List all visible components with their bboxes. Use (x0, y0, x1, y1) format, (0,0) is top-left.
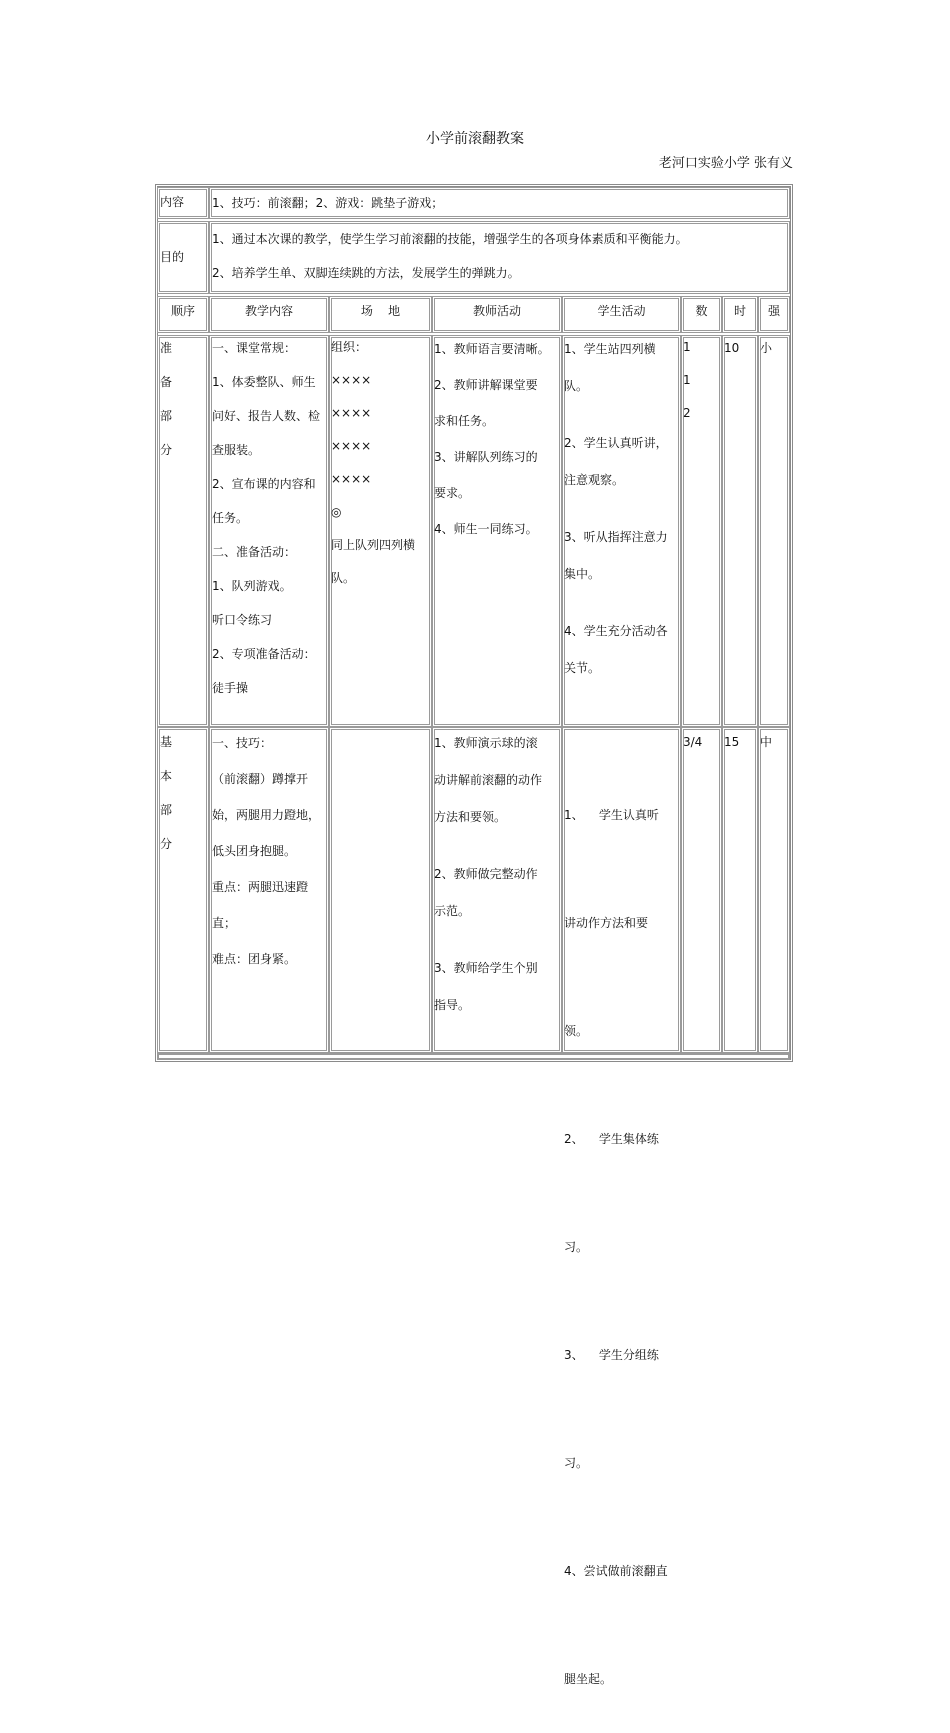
basic-count: 3/4 (683, 735, 703, 749)
basic-teacher-line: 指导。 (434, 998, 471, 1012)
basic-teacher-line: 动讲解前滚翻的动作 (434, 773, 543, 787)
prep-student-line: 关节。 (564, 661, 601, 675)
prep-content-line: 2、宣布课的内容和 (212, 477, 316, 491)
basic-student-line: 4、尝试做前滚翻直 (564, 1564, 668, 1578)
prep-teacher-line: 求和任务。 (434, 414, 495, 428)
spacer (434, 836, 542, 856)
prep-order-char: 分 (160, 443, 173, 457)
prep-content-line: 1、体委整队、师生 (212, 375, 316, 389)
author-line: 老河口实验小学 张有义 (658, 156, 793, 171)
basic-content-line: （前滚翻）蹲撑开 (212, 772, 309, 786)
spacer (564, 593, 668, 613)
basic-teacher-line: 1、教师演示球的滚 (434, 736, 538, 750)
prep-count-digit: 2 (683, 406, 691, 420)
basic-order-char: 分 (160, 837, 173, 851)
prep-order-char: 部 (160, 409, 173, 423)
basic-student-line: 习。 (564, 1456, 589, 1470)
basic-teacher-line: 3、教师给学生个别 (434, 961, 538, 975)
formation-row: ×××× (331, 472, 372, 486)
spacer (434, 930, 542, 950)
prep-order-char: 备 (160, 375, 173, 389)
prep-intensity: 小 (760, 341, 773, 355)
prep-student-line: 2、学生认真听讲， (564, 436, 668, 450)
prep-count-digit: 1 (683, 373, 691, 387)
prep-content-line: 徒手操 (212, 681, 249, 695)
prep-order (160, 331, 172, 467)
basic-student-line: 领。 (564, 1024, 589, 1038)
document-title: 小学前滚翻教案 (426, 131, 524, 147)
basic-teacher (434, 725, 542, 1024)
prep-student-line: 4、学生充分活动各 (564, 624, 668, 638)
prep-student-line: 注意观察。 (564, 473, 625, 487)
basic-content-line: 一、技巧： (212, 736, 273, 750)
prep-content-line: 听口令练习 (212, 613, 273, 627)
basic-count-cell (681, 727, 722, 1053)
prep-content-line: 一、课堂常规： (212, 341, 297, 355)
spacer (564, 405, 668, 425)
header-student: 学生活动 (597, 304, 646, 318)
prep-teacher-line: 1、教师语言要清晰。 (434, 342, 550, 356)
prep-teacher (434, 331, 550, 547)
prep-count (683, 331, 691, 430)
basic-content (212, 725, 320, 977)
basic-student (564, 725, 668, 1733)
prep-content-line: 1、队列游戏。 (212, 579, 292, 593)
spacer (564, 499, 668, 519)
prep-venue-line: 队。 (331, 571, 356, 585)
basic-order (160, 725, 172, 861)
formation-row: ×××× (331, 373, 372, 387)
basic-time: 15 (724, 735, 740, 749)
prep-venue-line: 同上队列四列横 (331, 538, 416, 552)
prep-content-line: 查服装。 (212, 443, 261, 457)
basic-teacher-line: 2、教师做完整动作 (434, 867, 538, 881)
prep-order-char: 准 (160, 341, 173, 355)
prep-venue-line: 组织： (331, 340, 368, 354)
basic-order-char: 基 (160, 735, 173, 749)
prep-student-line: 1、学生站四列横 (564, 342, 656, 356)
basic-intensity-cell (758, 727, 790, 1053)
basic-order-char: 本 (160, 769, 173, 783)
basic-intensity: 中 (760, 735, 773, 749)
basic-content-line: 难点：团身紧。 (212, 952, 297, 966)
basic-venue-cell (329, 727, 432, 1053)
basic-teacher-line: 示范。 (434, 904, 471, 918)
header-content: 教学内容 (244, 304, 293, 318)
basic-student-line: 2、 学生集体练 (564, 1132, 659, 1146)
header-order: 顺序 (170, 304, 195, 318)
basic-order-char: 部 (160, 803, 173, 817)
prep-content-line: 任务。 (212, 511, 249, 525)
header-count: 数 (695, 304, 708, 318)
prep-student-line: 队。 (564, 379, 589, 393)
prep-student-line: 集中。 (564, 567, 601, 581)
prep-teacher-line: 2、教师讲解课堂要 (434, 378, 538, 392)
prep-content-line: 2、专项准备活动： (212, 647, 316, 661)
prep-teacher-line: 4、师生一同练习。 (434, 522, 538, 536)
header-intensity: 强 (767, 304, 780, 318)
teacher-position-symbol: ◎ (331, 505, 342, 519)
prep-teacher-line: 要求。 (434, 486, 471, 500)
basic-content-line: 低头团身抱腿。 (212, 844, 297, 858)
prep-venue (331, 331, 415, 595)
basic-teacher-line: 方法和要领。 (434, 810, 507, 824)
prep-content-line: 二、准备活动： (212, 545, 297, 559)
goal-line-2: 2、培养学生单、双脚连续跳的方法，发展学生的弹跳力。 (212, 266, 520, 280)
basic-student-line: 习。 (564, 1240, 589, 1254)
prep-teacher-line: 3、讲解队列练习的 (434, 450, 538, 464)
goal-label: 目的 (160, 250, 185, 264)
header-time: 时 (733, 304, 746, 318)
prep-time-cell (722, 335, 758, 727)
basic-content-line: 重点：两腿迅速蹬 (212, 880, 309, 894)
basic-student-line: 腿坐起。 (564, 1672, 613, 1686)
prep-intensity-cell (758, 335, 790, 727)
basic-student-line: 1、 学生认真听 (564, 808, 659, 822)
formation-row: ×××× (331, 439, 372, 453)
formation-row: ×××× (331, 406, 372, 420)
basic-content-line: 始，两腿用力蹬地， (212, 808, 321, 822)
content-label: 内容 (160, 195, 185, 209)
basic-time-cell (722, 727, 758, 1053)
header-venue: 场 地 (360, 304, 401, 318)
basic-student-line: 3、 学生分组练 (564, 1348, 659, 1362)
prep-count-digit: 1 (683, 340, 691, 354)
prep-student (564, 331, 668, 687)
prep-time: 10 (724, 341, 740, 355)
basic-student-line: 讲动作方法和要 (564, 916, 649, 930)
content-value: 1、技巧：前滚翻；2、游戏：跳垫子游戏； (212, 196, 444, 210)
prep-content-line: 问好、报告人数、检 (212, 409, 321, 423)
basic-content-line: 直； (212, 916, 237, 930)
prep-content (212, 331, 330, 705)
prep-student-line: 3、听从指挥注意力 (564, 530, 668, 544)
header-teacher: 教师活动 (472, 304, 521, 318)
empty-bottom-row (157, 1053, 790, 1060)
goal-line-1: 1、通过本次课的教学，使学生学习前滚翻的技能，增强学生的各项身体素质和平衡能力。 (212, 232, 688, 246)
